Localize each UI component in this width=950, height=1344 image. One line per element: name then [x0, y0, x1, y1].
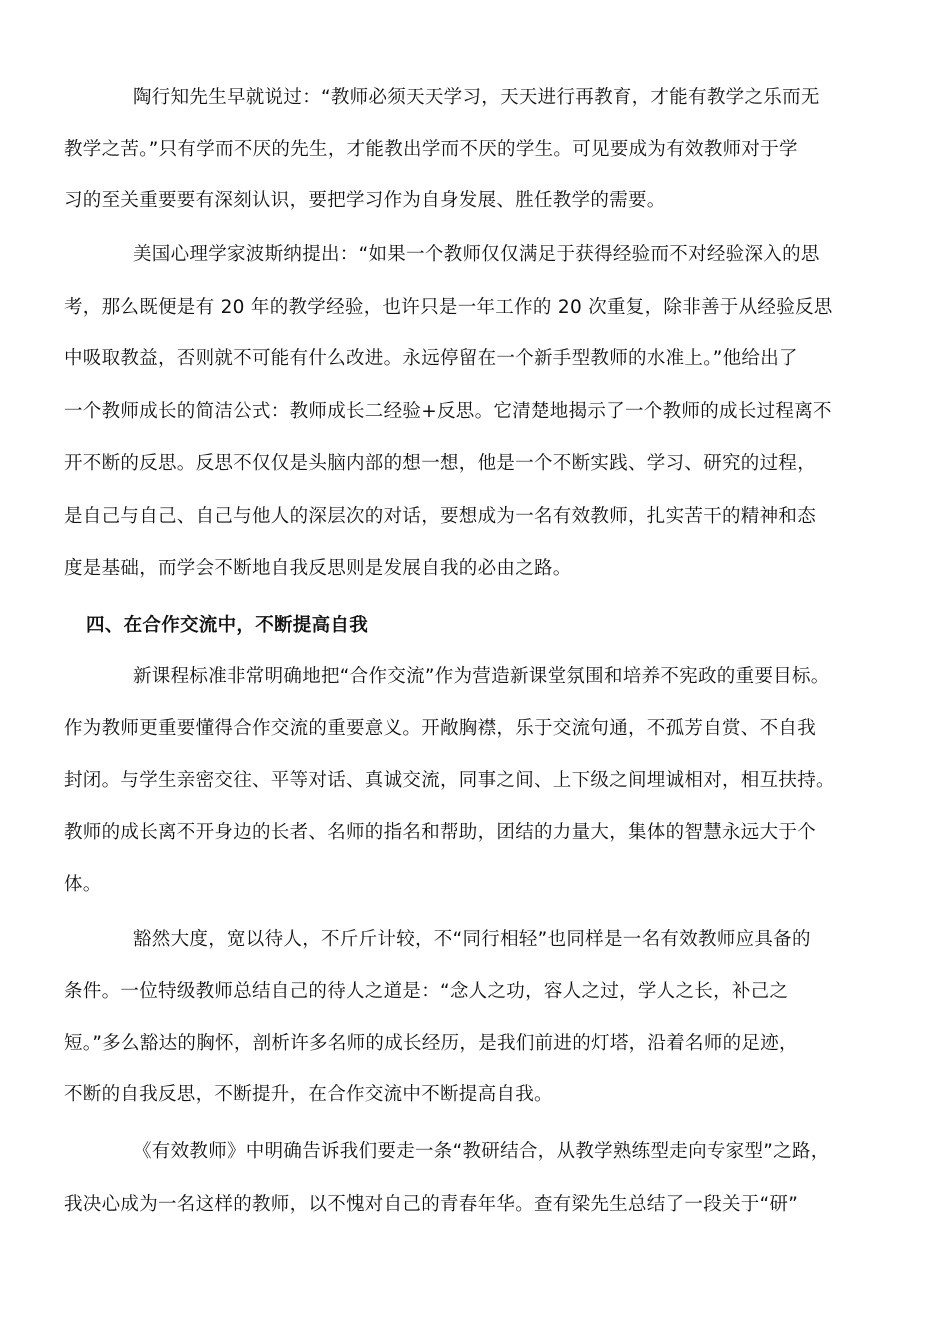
- text-line: 习的至关重要要有深刻认识，要把学习作为自身发展、胜任教学的需要。: [64, 190, 666, 211]
- text-line: 豁然大度，宽以待人，不斤斤计较，不“同行相轻”也同样是一名有效教师应具备的: [133, 929, 811, 950]
- text-line: 我决心成为一名这样的教师，以不愧对自己的青春年华。查有梁先生总结了一段关于“研”: [64, 1194, 799, 1215]
- text-line: 教学之苦。”只有学而不厌的先生，才能教出学而不厌的学生。可见要成为有效教师对于学: [64, 139, 798, 160]
- text-line: 是自己与自己、自己与他人的深层次的对话，要想成为一名有效教师，扎实苦干的精神和态: [64, 506, 817, 527]
- text-line: 短。”多么豁达的胸怀，剖析许多名师的成长经历，是我们前进的灯塔，沿着名师的足迹，: [64, 1033, 798, 1054]
- text-line: 教师的成长离不开身边的长者、名师的指名和帮助，团结的力量大，集体的智慧永远大于个: [64, 822, 817, 843]
- text-line: 美国心理学家波斯纳提出：“如果一个教师仅仅满足于获得经验而不对经验深入的思: [133, 244, 820, 265]
- text-line: 度是基础，而学会不断地自我反思则是发展自我的必由之路。: [64, 558, 572, 579]
- text-line: 条件。一位特级教师总结自己的待人之道是：“念人之功，容人之过，学人之长，补己之: [64, 981, 789, 1002]
- text-line: 不断的自我反思，不断提升，在合作交流中不断提高自我。: [64, 1084, 553, 1105]
- text-line: 《有效教师》中明确告诉我们要走一条“教研结合，从教学熟练型走向专家型”之路，: [133, 1141, 830, 1162]
- text-line: 体。: [64, 874, 102, 895]
- text-line: 中吸取教益，否则就不可能有什么改进。永远停留在一个新手型教师的水准上。”他给出了: [64, 348, 798, 369]
- text-line: 新课程标准非常明确地把“合作交流”作为营造新课堂氛围和培养不宪政的重要目标。: [133, 666, 830, 687]
- text-line: 封闭。与学生亲密交往、平等对话、真诚交流，同事之间、上下级之间埋诚相对，相互扶持。: [64, 770, 835, 791]
- text-line: 开不断的反思。反思不仅仅是头脑内部的想一想，他是一个不断实践、学习、研究的过程，: [64, 453, 817, 474]
- text-line: 陶行知先生早就说过：“教师必须天天学习，天天进行再教育，才能有教学之乐而无: [133, 87, 820, 108]
- text-line: 作为教师更重要懂得合作交流的重要意义。开敞胸襟，乐于交流句通，不孤芳自赏、不自我: [64, 718, 817, 739]
- text-line: 一个教师成长的简洁公式：教师成长二经验+反思。它清楚地揭示了一个教师的成长过程离不: [64, 401, 832, 422]
- text-line: 考，那么既便是有 20 年的教学经验，也许只是一年工作的 20 次重复，除非善于从经验反思: [64, 297, 833, 318]
- section-heading: 四、在合作交流中，不断提高自我: [86, 615, 369, 636]
